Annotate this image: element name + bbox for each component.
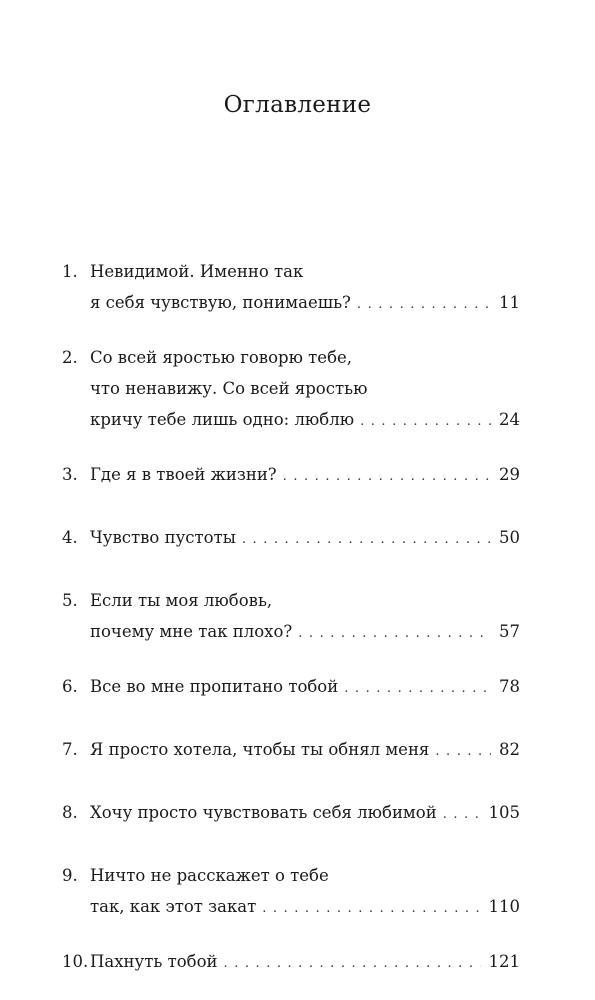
dot-leader — [344, 673, 491, 704]
toc-entry-title-line: Я просто хотела, чтобы ты обнял меня — [90, 740, 430, 759]
toc-page-number: 121 — [488, 952, 520, 971]
toc-page-number: 78 — [499, 677, 520, 696]
toc-entry-title — [90, 671, 520, 704]
toc-entry-title-line: Если ты моя любовь, — [90, 591, 273, 610]
toc-entry-number: 7. — [62, 740, 78, 759]
toc-entry-title — [90, 459, 520, 492]
toc-page-number: 110 — [488, 897, 520, 916]
toc-entry — [62, 585, 520, 649]
dot-leader — [242, 524, 491, 555]
toc-entry-title-line: Невидимой. Именно так — [90, 262, 304, 281]
toc-entry-title-line: так, как этот закат — [90, 897, 257, 916]
toc-entry-title-line: Пахнуть тобой — [90, 952, 218, 971]
toc-entry — [62, 946, 520, 979]
toc-entry-row — [90, 946, 520, 979]
toc-page-number: 11 — [499, 293, 520, 312]
toc-entry-number: 1. — [62, 262, 78, 281]
toc-entry-row — [90, 671, 520, 704]
toc-entry-title-line: почему мне так плохо? — [90, 622, 293, 641]
toc-entry-title-line: Со всей яростью говорю тебе, — [90, 348, 353, 367]
table-of-contents — [62, 256, 520, 979]
toc-entry — [62, 671, 520, 704]
toc-entry-row — [90, 522, 520, 555]
dot-leader — [360, 406, 491, 437]
toc-entry-title — [90, 860, 520, 924]
toc-entry-title — [90, 734, 520, 767]
toc-page-number: 50 — [499, 528, 520, 547]
page-title: Оглавление — [223, 92, 372, 118]
toc-entry — [62, 797, 520, 830]
toc-entry-row — [90, 616, 520, 649]
toc-entry-number: 9. — [62, 866, 78, 885]
toc-page-number: 24 — [499, 410, 520, 429]
toc-entry-title-line: кричу тебе лишь одно: люблю — [90, 410, 355, 429]
toc-entry-number: 4. — [62, 528, 78, 547]
toc-entry-number: 5. — [62, 591, 78, 610]
toc-entry-title — [90, 256, 520, 320]
toc-entry-title — [90, 342, 520, 437]
toc-entry-title — [90, 946, 520, 979]
dot-leader — [283, 461, 491, 492]
toc-entry-title-line: Чувство пустоты — [90, 528, 236, 547]
toc-entry-title-line: я себя чувствую, понимаешь? — [90, 293, 351, 312]
toc-entry-title-line: Все во мне пропитано тобой — [90, 677, 339, 696]
toc-entry-row — [90, 734, 520, 767]
toc-entry — [62, 256, 520, 320]
toc-page-number: 105 — [488, 803, 520, 822]
dot-leader — [435, 736, 491, 767]
toc-entry-row — [90, 459, 520, 492]
toc-entry — [62, 459, 520, 492]
toc-entry-title — [90, 797, 520, 830]
toc-entry-number: 10. — [62, 952, 89, 971]
toc-entry — [62, 860, 520, 924]
toc-entry-title — [90, 585, 520, 649]
toc-entry — [62, 734, 520, 767]
toc-entry-row — [90, 404, 520, 437]
dot-leader — [357, 289, 491, 320]
dot-leader — [298, 618, 491, 649]
toc-entry-title-line: что ненавижу. Со всей яростью — [90, 379, 368, 398]
toc-entry-number: 6. — [62, 677, 78, 696]
toc-entry-row — [90, 891, 520, 924]
dot-leader — [443, 799, 481, 830]
toc-entry-number: 8. — [62, 803, 78, 822]
toc-page-number: 57 — [499, 622, 520, 641]
toc-entry — [62, 522, 520, 555]
dot-leader — [224, 948, 481, 979]
toc-page-number: 29 — [499, 465, 520, 484]
toc-entry — [62, 342, 520, 437]
toc-entry-row — [90, 797, 520, 830]
toc-page-number: 82 — [499, 740, 520, 759]
toc-entry-title-line: Хочу просто чувствовать себя любимой — [90, 803, 437, 822]
toc-entry-number: 3. — [62, 465, 78, 484]
toc-entry-number: 2. — [62, 348, 78, 367]
dot-leader — [262, 893, 480, 924]
toc-entry-title-line: Ничто не расскажет о тебе — [90, 866, 329, 885]
toc-entry-title-line: Где я в твоей жизни? — [90, 465, 277, 484]
toc-entry-title — [90, 522, 520, 555]
toc-entry-row — [90, 287, 520, 320]
